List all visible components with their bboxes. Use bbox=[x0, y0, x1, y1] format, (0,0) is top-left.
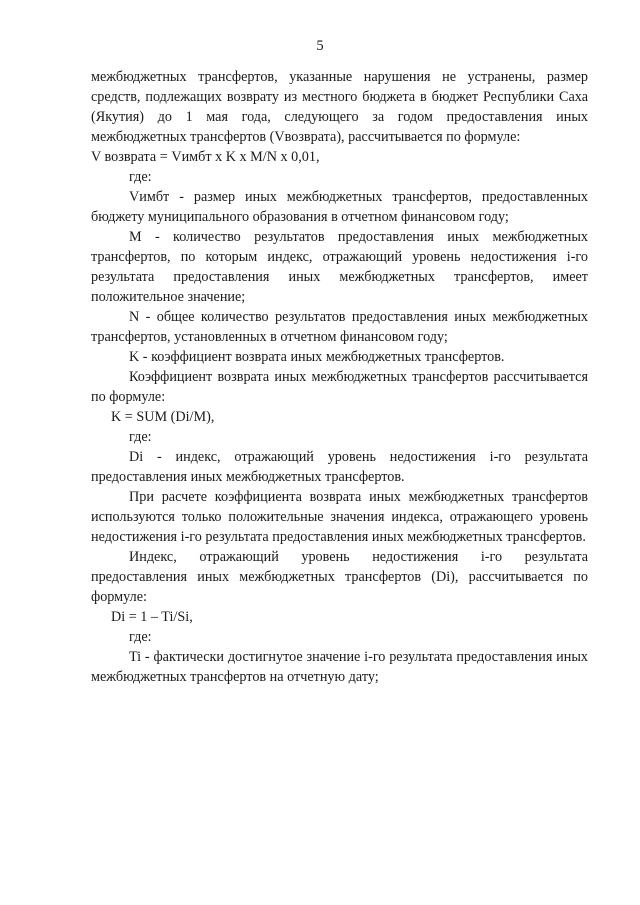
paragraph-continuation: межбюджетных трансфертов, указанные нарушения не устранены, размер средств, подлежащих возврату из местного бюджета в бюджет Республики Саха (Якутия) до 1 мая года, следующего за годом предоставления иных межбюджетных трансфертов (Vвозврата), рассчитывается по формуле: bbox=[91, 69, 588, 145]
formula-index: Di = 1 – Ti/Si, bbox=[111, 609, 193, 625]
paragraph-positive-values: При расчете коэффициента возврата иных межбюджетных трансфертов используются только положительные значения индекса, отражающего уровень недостижения i-го результата предоставления иных межбюджетных трансфертов. bbox=[91, 489, 588, 545]
where-label-2: где: bbox=[129, 429, 152, 445]
definition-k: K - коэффициент возврата иных межбюджетных трансфертов. bbox=[129, 349, 505, 365]
definition-n: N - общее количество результатов предоставления иных межбюджетных трансфертов, установленных в отчетном финансовом году; bbox=[91, 309, 588, 345]
formula-coefficient: K = SUM (Di/M), bbox=[111, 409, 215, 425]
formula-return-amount: V возврата = Vимбт x K x M/N x 0,01, bbox=[91, 149, 320, 165]
definition-di: Di - индекс, отражающий уровень недостижения i-го результата предоставления иных межбюджетных трансфертов. bbox=[91, 449, 588, 485]
definition-ti: Ti - фактически достигнутое значение i-го результата предоставления иных межбюджетных трансфертов на отчетную дату; bbox=[91, 649, 588, 685]
definition-vimbt: Vимбт - размер иных межбюджетных трансфертов, предоставленных бюджету муниципального образования в отчетном финансовом году; bbox=[91, 189, 588, 225]
definition-m: M - количество результатов предоставления иных межбюджетных трансфертов, по которым индекс, отражающий уровень недостижения i-го результата предоставления иных межбюджетных трансфертов, имеет положительное значение; bbox=[91, 229, 588, 305]
page-number: 5 bbox=[316, 38, 324, 54]
where-label-3: где: bbox=[129, 629, 152, 645]
document-body bbox=[91, 67, 588, 687]
where-label-1: где: bbox=[129, 169, 152, 185]
paragraph-index-intro: Индекс, отражающий уровень недостижения i-го результата предоставления иных межбюджетных трансфертов (Di), рассчитывается по формуле: bbox=[91, 549, 588, 605]
paragraph-coefficient-intro: Коэффициент возврата иных межбюджетных трансфертов рассчитывается по формуле: bbox=[91, 369, 588, 405]
